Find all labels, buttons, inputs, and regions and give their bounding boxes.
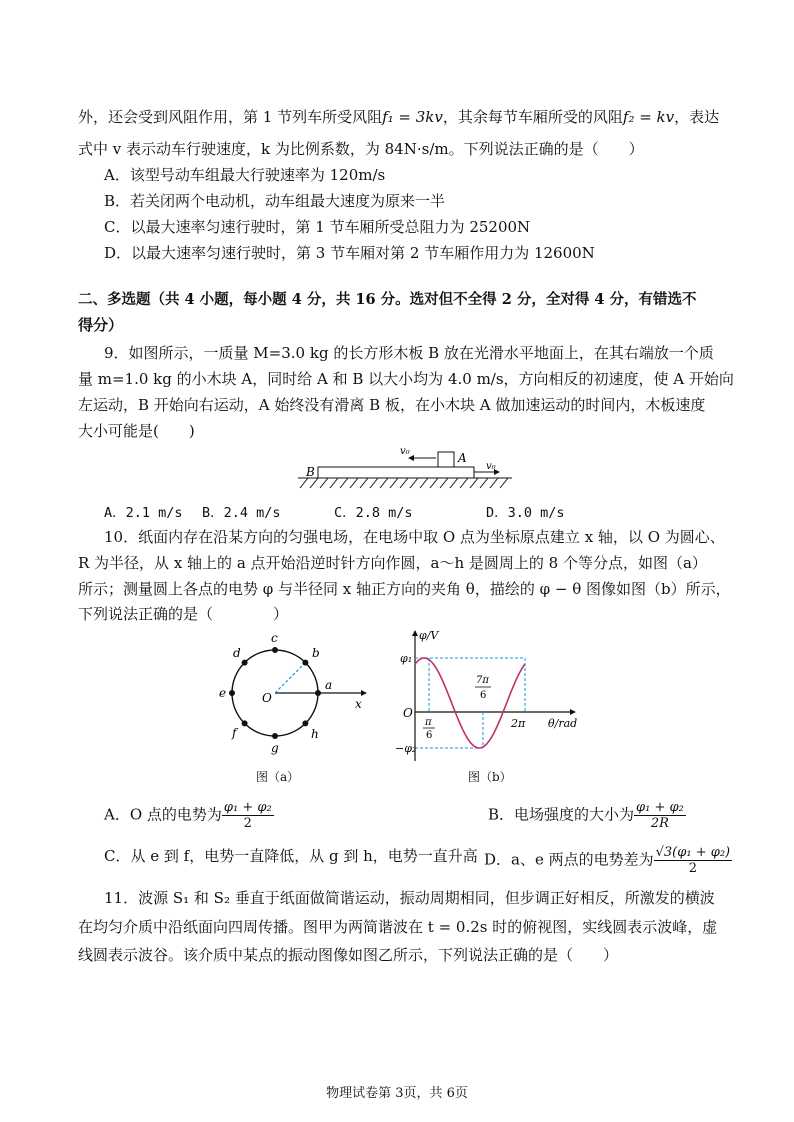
q10-option-a	[104, 800, 274, 831]
label-v0-a: v₀	[400, 446, 410, 457]
point-c: c	[271, 631, 278, 645]
page-footer: 物理试卷第 3页，共 6页	[326, 1086, 468, 1101]
section-header-line-2: 得分）	[78, 316, 124, 334]
label-v0-b: v₀	[486, 461, 496, 472]
point-f: f	[232, 726, 237, 740]
q10-option-a-text: A．O 点的电势为	[104, 805, 222, 824]
q10-line-2: R 为半径，从 x 轴上的 a 点开始沿逆时针方向作圆，a～h 是圆周上的 8 个等分点，如图（a）	[78, 554, 707, 572]
ground-hatching	[298, 478, 512, 488]
q9-option-b: B．2.4 m/s	[202, 505, 281, 521]
point-b: b	[312, 646, 320, 660]
axis-x-label: x	[355, 697, 362, 711]
q9-line-3: 左运动，B 开始向右运动，A 始终没有滑离 B 板，在小木块 A 做加速运动的时间内，木板速度	[78, 396, 706, 414]
q8-line-2: 式中 v 表示动车行驶速度，k 为比例系数，为 84N·s/m。下列说法正确的是（ ）	[78, 140, 644, 158]
q8-option-a: A．该型号动车组最大行驶速率为 120m/s	[104, 166, 386, 184]
q10-option-b-text: B．电场强度的大小为	[488, 805, 635, 824]
figure-a-circle	[215, 630, 375, 760]
tick-pi6-den: 6	[426, 730, 433, 741]
q10-option-c: C．从 e 到 f，电势一直降低，从 g 到 h，电势一直升高	[104, 847, 478, 865]
q9-option-c: C．2.8 m/s	[334, 505, 413, 521]
point-d: d	[233, 646, 241, 660]
q8-line1-text-c: ，表达	[674, 108, 720, 126]
tick-7pi6-num: 7π	[476, 675, 489, 686]
q8-line1-text-b: ，其余每节车厢所受的风阻	[442, 108, 623, 126]
q9-line-4: 大小可能是( )	[78, 422, 195, 440]
tick-2pi: 2π	[511, 717, 526, 730]
q10-option-a-numerator: φ₁ + φ₂	[223, 800, 272, 815]
q8-option-b: B．若关闭两个电动机，动车组最大速度为原来一半	[104, 192, 446, 210]
point-a: a	[325, 678, 333, 692]
origin-o-a: O	[262, 691, 272, 705]
figure-a-caption: 图（a）	[256, 770, 300, 784]
q9-line-2: 量 m=1.0 kg 的小木块 A，同时给 A 和 B 以大小均为 4.0 m/s，方向相反的初速度，使 A 开始向	[78, 370, 734, 388]
point-h: h	[311, 727, 319, 741]
phi1-label: φ₁	[400, 652, 413, 665]
q8-option-c: C．以最大速率匀速行驶时，第 1 节车厢所受总阻力为 25200N	[104, 218, 531, 236]
radius-ob	[275, 663, 305, 693]
section-header-line-1: 二、多选题（共 4 小题，每小题 4 分，共 16 分。选对但不全得 2 分，全对得 4 分，有错选不	[78, 291, 697, 308]
q8-line1-text-a: 外，还会受到风阻作用，第 1 节列车所受风阻	[78, 108, 383, 126]
label-b: B	[306, 465, 315, 479]
label-a: A	[458, 451, 467, 465]
q10-option-b-denominator: 2R	[650, 816, 669, 831]
f2-formula: f₂ = kv	[622, 108, 675, 126]
y-label: φ/V	[419, 629, 439, 642]
x-axis-arrow	[361, 690, 367, 696]
q8-line-1	[78, 106, 719, 128]
q10-option-a-denominator: 2	[243, 816, 252, 831]
q10-option-d-text: D．a、e 两点的电势差为	[484, 850, 654, 869]
q10-option-d-fraction	[654, 845, 732, 876]
q8-option-d: D．以最大速率匀速行驶时，第 3 节车厢对第 2 节车厢作用力为 12600N	[104, 244, 595, 262]
x-label: θ/rad	[548, 717, 578, 730]
q11-line-1: 11．波源 S₁ 和 S₂ 垂直于纸面做简谐运动，振动周期相同，但步调正好相反，所激发的横波	[104, 889, 715, 907]
origin-o-b: O	[403, 706, 413, 720]
board-b	[318, 467, 474, 478]
q10-option-a-fraction	[222, 800, 274, 831]
q9-board-figure	[0, 440, 794, 510]
tick-pi6-num: π	[425, 717, 432, 728]
figure-b-phi-theta-graph	[395, 625, 585, 765]
block-a	[438, 452, 454, 467]
tick-7pi6-den: 6	[480, 690, 487, 701]
q10-line-4: 下列说法正确的是（ ）	[78, 605, 289, 623]
neg-phi2-label: −φ₂	[395, 742, 417, 755]
q10-option-d	[484, 845, 732, 876]
f1-formula: f₁ = 3kv	[382, 108, 443, 126]
q9-option-d: D．3.0 m/s	[486, 505, 565, 521]
q10-option-b-fraction	[634, 800, 686, 831]
q10-option-b-numerator: φ₁ + φ₂	[636, 800, 684, 815]
q10-line-1: 10．纸面内存在沿某方向的匀强电场，在电场中取 O 点为坐标原点建立 x 轴，以 O 为圆心、	[104, 528, 725, 546]
figure-b-caption: 图（b）	[468, 770, 512, 784]
q9-line-1: 9．如图所示，一质量 M=3.0 kg 的长方形木板 B 放在光滑水平地面上，在其右端放一个质	[104, 344, 714, 362]
q10-option-b	[488, 800, 686, 831]
q11-line-3: 线圆表示波谷。该介质中某点的振动图像如图乙所示，下列说法正确的是（ ）	[78, 946, 619, 964]
point-g: g	[271, 741, 279, 755]
q10-option-d-numerator: √3(φ₁ + φ₂)	[655, 845, 731, 860]
point-e: e	[219, 686, 227, 700]
y-axis-arrow	[412, 630, 418, 636]
q11-line-2: 在均匀介质中沿纸面向四周传播。图甲为两简谐波在 t = 0.2s 时的俯视图，实线圆表示波峰，虚	[78, 918, 718, 936]
theta-axis-arrow	[570, 709, 576, 715]
q10-option-d-denominator: 2	[688, 861, 697, 876]
q10-line-3: 所示；测量圆上各点的电势 φ 与半径同 x 轴正方向的夹角 θ，描绘的 φ − θ 图像如图（b）所示，	[78, 580, 731, 598]
q9-option-a: A．2.1 m/s	[104, 505, 183, 521]
